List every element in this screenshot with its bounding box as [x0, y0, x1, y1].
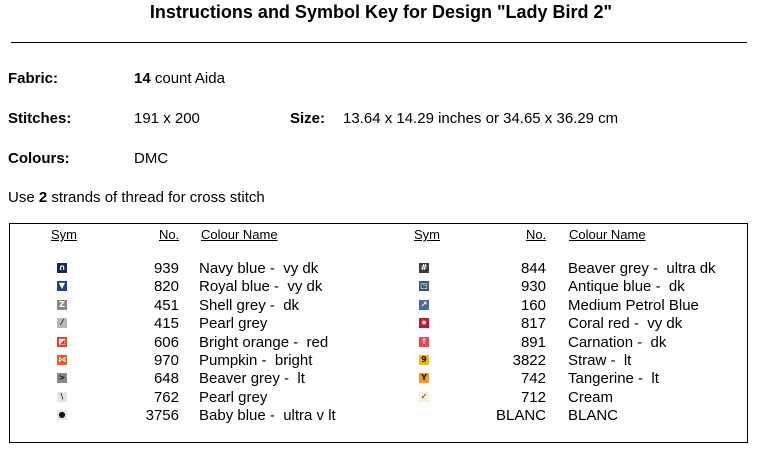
- symbol-key-table: [9, 223, 748, 443]
- stitches-value: 191 x 200: [134, 110, 200, 127]
- dmc-number: BLANC: [495, 407, 546, 425]
- nine-symbol-icon: 9: [419, 355, 429, 365]
- corner-symbol-icon: ◳: [420, 281, 428, 291]
- hash-symbol-icon: #: [420, 263, 428, 272]
- dmc-number: 160: [520, 296, 546, 314]
- dmc-number: 415: [153, 315, 179, 333]
- right-name-header: Colour Name: [569, 227, 646, 242]
- dmc-number: 844: [520, 260, 546, 277]
- left-name-header: Colour Name: [201, 227, 278, 242]
- colours-value: DMC: [134, 150, 169, 167]
- colour-name: Antique blue - dk: [568, 278, 685, 296]
- fabric-type: count Aida: [150, 70, 225, 87]
- colour-name: Straw - lt: [568, 352, 632, 369]
- colour-name: Pumpkin - bright: [199, 352, 313, 369]
- strands-count: 2: [38, 189, 48, 206]
- dmc-number: 930: [520, 278, 546, 296]
- dmc-number: 891: [520, 333, 546, 351]
- stitches-label: Stitches:: [8, 110, 72, 127]
- key-row: [10, 260, 747, 278]
- blank-symbol-icon: [419, 410, 429, 420]
- key-row: [10, 315, 747, 333]
- dmc-number: 762: [153, 388, 179, 406]
- dmc-number: 451: [153, 296, 179, 314]
- diagonal-symbol-icon: ⁄: [57, 318, 67, 328]
- colour-name: Coral red - vy dk: [568, 315, 683, 333]
- right-no-header: No.: [526, 227, 547, 242]
- arch-symbol-icon: ∩: [58, 263, 66, 272]
- colour-name: Tangerine - lt: [568, 370, 659, 388]
- title-divider: [11, 42, 747, 43]
- colour-name: Bright orange - red: [199, 333, 329, 351]
- colours-label: Colours:: [8, 150, 70, 167]
- dmc-number: 648: [153, 370, 179, 388]
- colour-name: Beaver grey - lt: [199, 370, 305, 388]
- colour-name: Baby blue - ultra v lt: [199, 407, 336, 425]
- strands-pre: Use: [8, 189, 39, 206]
- arrow-up-right-symbol-icon: ↗: [420, 299, 428, 309]
- right-sym-header: Sym: [414, 227, 440, 242]
- colour-name: Medium Petrol Blue: [568, 296, 699, 314]
- fabric-label: Fabric:: [8, 70, 59, 87]
- dmc-number: 742: [520, 370, 546, 388]
- dmc-number: 3756: [145, 407, 179, 425]
- slash-box-symbol-icon: ◩: [58, 336, 66, 346]
- key-row: [10, 370, 747, 388]
- key-row: [10, 389, 747, 407]
- strands-post: strands of thread for cross stitch: [47, 189, 265, 206]
- colour-name: Royal blue - vy dk: [199, 278, 323, 296]
- arrow-right-symbol-icon: >: [58, 373, 66, 383]
- key-row: [10, 278, 747, 296]
- colour-name: Pearl grey: [199, 315, 268, 333]
- check-symbol-icon: ✓: [420, 391, 428, 401]
- size-label: Size:: [290, 110, 326, 127]
- z-symbol-icon: Z: [57, 300, 67, 310]
- key-row: [10, 352, 747, 370]
- colour-name: Navy blue - vy dk: [199, 260, 319, 277]
- key-row: [10, 334, 747, 352]
- fabric-value: [134, 70, 225, 87]
- up-box-symbol-icon: ⇧: [420, 336, 428, 346]
- left-sym-header: Sym: [51, 227, 77, 242]
- dmc-number: 606: [153, 333, 179, 351]
- colour-name: Shell grey - dk: [199, 296, 300, 314]
- dmc-number: 712: [520, 388, 546, 406]
- dmc-number: 939: [153, 260, 179, 277]
- key-row: [10, 407, 747, 425]
- colour-name: BLANC: [568, 407, 619, 425]
- colour-name: Carnation - dk: [568, 333, 667, 351]
- triangle-down-symbol-icon: ▼: [58, 281, 66, 291]
- colour-name: Beaver grey - ultra dk: [568, 260, 716, 277]
- circle-dot-symbol-icon: ●: [58, 410, 66, 420]
- dmc-number: 3822: [512, 352, 546, 369]
- key-row: [10, 297, 747, 315]
- backslash-symbol-icon: \: [57, 392, 67, 402]
- colour-name: Cream: [568, 388, 614, 406]
- bowtie-symbol-icon: ⋈: [58, 355, 66, 364]
- colour-name: Pearl grey: [199, 388, 268, 406]
- left-no-header: No.: [159, 227, 180, 242]
- fabric-count: 14: [134, 70, 151, 87]
- dmc-number: 817: [520, 315, 546, 333]
- page-title: Instructions and Symbol Key for Design "Lady Bird 2": [149, 2, 613, 22]
- strands-instruction: [8, 189, 265, 206]
- star-symbol-icon: ★: [420, 318, 428, 328]
- dmc-number: 970: [153, 352, 179, 369]
- dmc-number: 820: [153, 278, 179, 296]
- size-value: 13.64 x 14.29 inches or 34.65 x 36.29 cm: [343, 110, 619, 127]
- y-symbol-icon: Y: [419, 373, 429, 383]
